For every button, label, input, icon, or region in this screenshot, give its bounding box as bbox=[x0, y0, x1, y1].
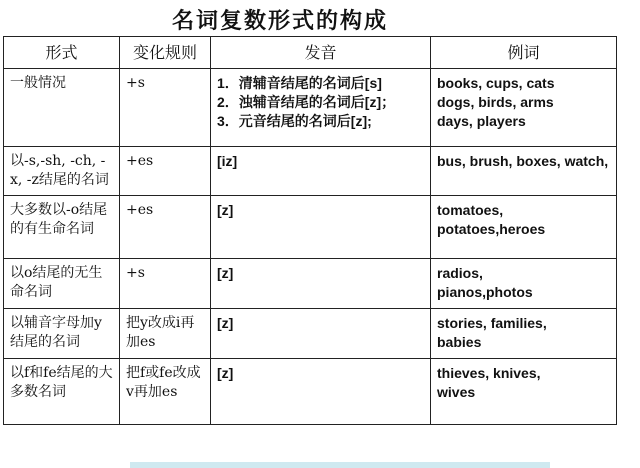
pronunciation-cell bbox=[211, 69, 431, 147]
form-cell: 以辅音字母加y结尾的名词 bbox=[4, 309, 120, 359]
example-line: wives bbox=[437, 384, 476, 400]
example-line: pianos,photos bbox=[437, 284, 533, 300]
form-cell: 大多数以-o结尾的有生命名词 bbox=[4, 196, 120, 259]
form-cell: 以f和fe结尾的大多数名词 bbox=[4, 359, 120, 425]
example-line: books, cups, cats bbox=[437, 75, 555, 91]
pronunciation-line: 2．浊辅音结尾的名词后[z]； bbox=[217, 94, 396, 110]
rule-cell: +s bbox=[120, 69, 211, 147]
examples-cell bbox=[431, 259, 617, 309]
pronunciation-cell: [iz] bbox=[211, 147, 431, 196]
form-cell: 以o结尾的无生命名词 bbox=[4, 259, 120, 309]
pronunciation-cell: [z] bbox=[211, 196, 431, 259]
pronunciation-cell: [z] bbox=[211, 359, 431, 425]
rule-cell: +s bbox=[120, 259, 211, 309]
table-row bbox=[4, 259, 617, 309]
example-line: potatoes,heroes bbox=[437, 221, 546, 237]
table-row bbox=[4, 359, 617, 425]
pronunciation-cell: [z] bbox=[211, 309, 431, 359]
rule-cell: 把f或fe改成v再加es bbox=[120, 359, 211, 425]
example-line: tomatoes, bbox=[437, 202, 504, 218]
form-cell: 以-s,-sh, -ch, -x, -z结尾的名词 bbox=[4, 147, 120, 196]
page-title: 名词复数形式的构成 bbox=[171, 8, 388, 34]
pronunciation-line: 3．元音结尾的名词后[z]; bbox=[217, 113, 372, 129]
examples-cell bbox=[431, 359, 617, 425]
pronunciation-line: 1．清辅音结尾的名词后[s] bbox=[217, 75, 382, 91]
header-row bbox=[4, 37, 617, 69]
pronunciation-cell: [z] bbox=[211, 259, 431, 309]
rule-cell: 把y改成i再加es bbox=[120, 309, 211, 359]
table-row bbox=[4, 196, 617, 259]
decorative-band bbox=[130, 462, 550, 468]
table-row bbox=[4, 309, 617, 359]
table-row bbox=[4, 147, 617, 196]
header-rule: 变化规则 bbox=[120, 37, 211, 69]
plural-rules-table bbox=[3, 36, 617, 425]
example-line: thieves, knives, bbox=[437, 365, 541, 381]
example-line: radios, bbox=[437, 265, 483, 281]
form-cell: 一般情况 bbox=[4, 69, 120, 147]
example-line: stories, families, bbox=[437, 315, 547, 331]
table-row bbox=[4, 69, 617, 147]
example-line: days, players bbox=[437, 113, 526, 129]
example-line: babies bbox=[437, 334, 482, 350]
header-form: 形式 bbox=[4, 37, 120, 69]
examples-cell bbox=[431, 69, 617, 147]
rule-cell: +es bbox=[120, 196, 211, 259]
examples-cell: bus, brush, boxes, watch, bbox=[431, 147, 617, 196]
header-pronunciation: 发音 bbox=[211, 37, 431, 69]
header-examples: 例词 bbox=[431, 37, 617, 69]
example-line: dogs, birds, arms bbox=[437, 94, 554, 110]
examples-cell bbox=[431, 309, 617, 359]
examples-cell bbox=[431, 196, 617, 259]
rule-cell: +es bbox=[120, 147, 211, 196]
